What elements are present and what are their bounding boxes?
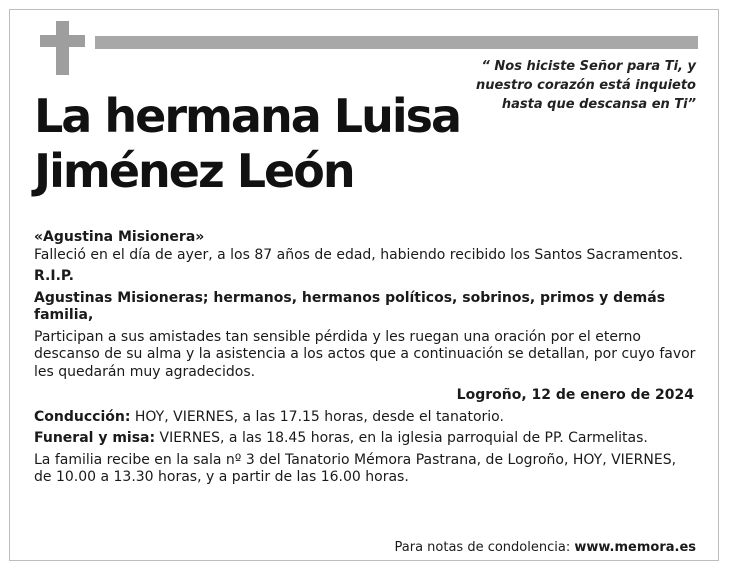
- nickname: «Agustina Misionera»: [34, 229, 205, 245]
- rip: R.I.P.: [34, 268, 74, 284]
- quote-line: “ Nos hiciste Señor para Ti, y: [481, 59, 696, 74]
- deceased-name: [34, 89, 460, 199]
- name-line: La hermana Luisa: [34, 89, 461, 143]
- quote-line: hasta que descansa en Ti”: [501, 97, 696, 112]
- family-reception: La familia recibe en la sala nº 3 del Tanatorio Mémora Pastrana, de Logroño, HOY, VIERNES, de 10.00 a 13.30 horas, y a partir de las 16.00 horas.: [34, 451, 677, 485]
- conduccion-line: [34, 409, 696, 427]
- obituary-body: [34, 229, 696, 487]
- funeral-label: Funeral y misa:: [34, 430, 156, 446]
- quote-line: nuestro corazón está inquieto: [475, 78, 696, 93]
- announcement: Participan a sus amistades tan sensible pérdida y les ruegan una oración por el eterno descanso de su alma y la asistencia a los actos que a continuación se detallan, por cuyo favor les quedarán muy agradecidos.: [34, 328, 696, 380]
- religious-quote: [436, 57, 696, 114]
- condolence-footer: [395, 540, 697, 555]
- name-line: Jiménez León: [34, 144, 354, 198]
- cross-icon-arm: [40, 35, 85, 47]
- family-list: Agustinas Misioneras; hermanos, hermanos políticos, sobrinos, primos y demás familia,: [34, 289, 666, 323]
- footer-text: Para notas de condolencia:: [394, 540, 575, 555]
- conduccion-label: Conducción:: [34, 408, 131, 425]
- header-bar: [95, 36, 698, 49]
- funeral-line: [34, 430, 696, 448]
- condolence-link[interactable]: www.memora.es: [574, 540, 696, 555]
- funeral-text: VIERNES, a las 18.45 horas, en la iglesia parroquial de PP. Carmelitas.: [155, 430, 648, 446]
- place-date: Logroño, 12 de enero de 2024: [456, 387, 694, 403]
- cross-icon: [56, 21, 69, 75]
- conduccion-text: HOY, VIERNES, a las 17.15 horas, desde el tanatorio.: [130, 408, 504, 425]
- death-notice: Falleció en el día de ayer, a los 87 años de edad, habiendo recibido los Santos Sacramentos.: [34, 246, 683, 263]
